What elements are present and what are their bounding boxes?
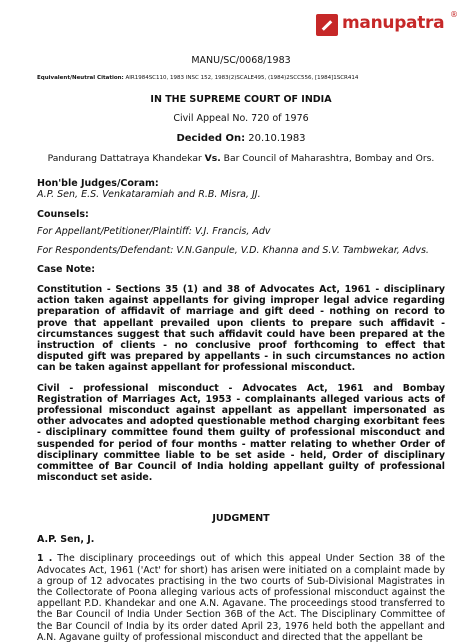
decided-date: 20.10.1983 bbox=[248, 133, 306, 144]
citation: MANU/SC/0068/1983 bbox=[191, 55, 291, 66]
case-note-label: Case Note: bbox=[37, 264, 96, 275]
parties bbox=[37, 153, 445, 164]
case-note-paragraph-1: Constitution - Sections 35 (1) and 38 of Advocates Act, 1961 - disciplinary action taken against appellants for giving improper legal advice regarding preparation of affidavit of marriage and gift deed - nothing on record to prove that appellant prevailed upon clients to prepare such affidavit - circumstances suggest that such affidavit could have been prepared at the instruction of clients - no conclusive proof forthcoming to effect that disputed gift was prepared by appellants - in such circumstances no action can be taken against appellant for professional misconduct. bbox=[37, 284, 445, 374]
manupatra-logo-icon bbox=[316, 14, 338, 36]
respondent: Bar Council of Maharashtra, Bombay and Ors. bbox=[223, 153, 435, 164]
counsel-respondent: For Respondents/Defendant: V.N.Ganpule, V.D. Khanna and S.V. Tambwekar, Advs. bbox=[37, 245, 429, 256]
judges-label: Hon'ble Judges/Coram: bbox=[37, 178, 159, 189]
equivalent-citation-value: AIR1984SC110, 1983 INSC 152, 1983(2)SCALE495, (1984)2SCC556, [1984]1SCR414 bbox=[125, 75, 359, 81]
appeal-number: Civil Appeal No. 720 of 1976 bbox=[173, 113, 309, 124]
author: A.P. Sen, J. bbox=[37, 534, 95, 546]
versus: Vs. bbox=[204, 153, 221, 164]
equivalent-citation bbox=[37, 75, 445, 81]
brand-logo bbox=[312, 12, 462, 38]
counsels-label: Counsels: bbox=[37, 209, 89, 220]
judgment-paragraph-1 bbox=[37, 553, 445, 643]
case-note-paragraph-2: Civil - professional misconduct - Advocates Act, 1961 and Bombay Registration of Marriages Act, 1953 - complainants alleged various acts of professional misconduct against appellant as appellant impersonated as other advocates and adopted questionable method charging exorbitant fees - disciplinary committee found them guilty of professional misconduct and suspended for period of four months - matter relating to whether Order of disciplinary committee liable to be set aside - held, Order of disciplinary committee of Bar Council of India holding appellant guilty of professional misconduct set aside. bbox=[37, 382, 445, 484]
judgment-heading: JUDGMENT bbox=[212, 513, 270, 525]
decided-label: Decided On: bbox=[176, 133, 246, 144]
judges: A.P. Sen, E.S. Venkataramiah and R.B. Misra, JJ. bbox=[37, 189, 261, 200]
court-name: IN THE SUPREME COURT OF INDIA bbox=[150, 94, 332, 105]
paragraph-text: The disciplinary proceedings out of which this appeal Under Section 38 of the Advocates Act, 1961 ('Act' for short) has arisen were initiated on a complaint made by a group of 12 advocates practising in the two courts of Sub-Divisional Magistrates in the Collectorate of Poona alleging various acts of professional misconduct against the appellant P.D. Khandekar and one A.N. Agavane. The proceedings stood transferred to the Bar Council of India Under Section 36B of the Act. The Disciplinary Committee of the Bar Council of India by its order dated April 23, 1976 held both the appellant and A.N. Agavane guilty of professional misconduct and directed that the appellant be bbox=[37, 553, 445, 643]
document-body bbox=[37, 55, 445, 643]
petitioner: Pandurang Dattatraya Khandekar bbox=[47, 153, 202, 164]
decided-on bbox=[37, 133, 445, 144]
brand-name: manupatra bbox=[342, 13, 445, 33]
counsel-appellant: For Appellant/Petitioner/Plaintiff: V.J. Francis, Adv bbox=[37, 226, 271, 237]
paragraph-number: 1 . bbox=[37, 553, 53, 565]
registered-mark: ® bbox=[450, 10, 458, 19]
equivalent-citation-label: Equivalent/Neutral Citation: bbox=[37, 75, 124, 81]
